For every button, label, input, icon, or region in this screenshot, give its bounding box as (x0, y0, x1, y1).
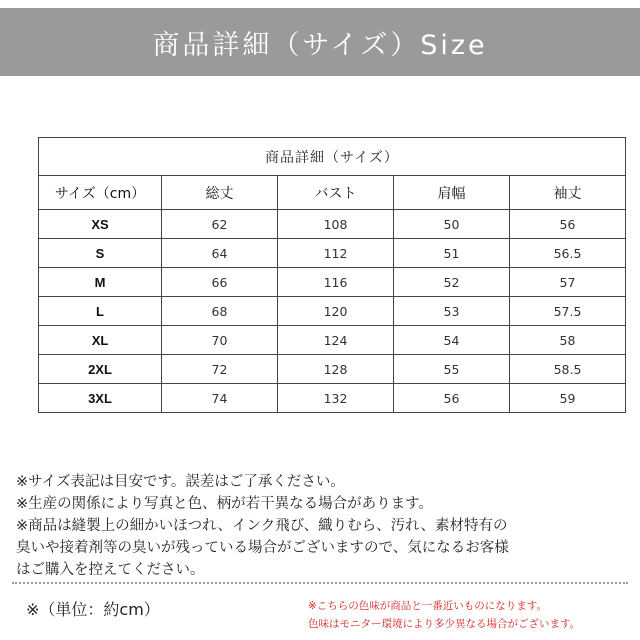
shoulder-cell: 51 (394, 239, 510, 268)
length-cell: 64 (162, 239, 278, 268)
color-notes (308, 597, 580, 633)
shoulder-cell: 56 (394, 384, 510, 413)
length-cell: 70 (162, 326, 278, 355)
note-line: ※サイズ表記は目安です。誤差はご了承ください。 (16, 474, 345, 490)
bust-cell: 116 (278, 268, 394, 297)
table-row (39, 297, 626, 326)
table-row (39, 268, 626, 297)
dotted-divider (12, 582, 628, 584)
size-table-container (38, 137, 626, 413)
sleeve-cell: 59 (510, 384, 626, 413)
bust-cell: 120 (278, 297, 394, 326)
shoulder-cell: 55 (394, 355, 510, 384)
sleeve-cell: 58.5 (510, 355, 626, 384)
note-line: ※商品は縫製上の細かいほつれ、インク飛び、織りむら、汚れ、素材特有の (16, 518, 508, 534)
size-cell: L (39, 297, 162, 326)
size-cell: M (39, 268, 162, 297)
length-cell: 74 (162, 384, 278, 413)
length-cell: 62 (162, 210, 278, 239)
bust-cell: 112 (278, 239, 394, 268)
table-caption: 商品詳細（サイズ） (39, 138, 626, 176)
banner-title: 商品詳細（サイズ）Size (152, 29, 488, 61)
title-banner (0, 8, 640, 76)
unit-note: ※（単位：約cm） (26, 600, 160, 619)
sleeve-cell: 57 (510, 268, 626, 297)
length-cell: 66 (162, 268, 278, 297)
table-row (39, 384, 626, 413)
table-caption-row (39, 138, 626, 176)
shoulder-cell: 52 (394, 268, 510, 297)
header-size: サイズ（cm） (39, 176, 162, 210)
bust-cell: 124 (278, 326, 394, 355)
bust-cell: 132 (278, 384, 394, 413)
shoulder-cell: 53 (394, 297, 510, 326)
table-row (39, 210, 626, 239)
size-cell: 2XL (39, 355, 162, 384)
size-table (38, 137, 626, 413)
size-cell: S (39, 239, 162, 268)
header-length: 総丈 (162, 176, 278, 210)
bust-cell: 128 (278, 355, 394, 384)
color-note-line: ※こちらの色味が商品と一番近いものになります。 (308, 600, 547, 612)
bust-cell: 108 (278, 210, 394, 239)
length-cell: 68 (162, 297, 278, 326)
note-line: 臭いや接着剤等の臭いが残っている場合がございますので、気になるお客様 (16, 540, 509, 556)
note-line: ※生産の関係により写真と色、柄が若干異なる場合があります。 (16, 496, 433, 512)
header-shoulder: 肩幅 (394, 176, 510, 210)
color-note-line: 色味はモニター環境により多少異なる場合がございます。 (308, 618, 581, 630)
size-cell: XL (39, 326, 162, 355)
sleeve-cell: 56 (510, 210, 626, 239)
shoulder-cell: 50 (394, 210, 510, 239)
sleeve-cell: 56.5 (510, 239, 626, 268)
sleeve-cell: 58 (510, 326, 626, 355)
length-cell: 72 (162, 355, 278, 384)
shoulder-cell: 54 (394, 326, 510, 355)
header-bust: バスト (278, 176, 394, 210)
table-header-row (39, 176, 626, 210)
disclaimer-notes (16, 471, 631, 581)
note-line: はご購入を控えてください。 (16, 562, 205, 578)
sleeve-cell: 57.5 (510, 297, 626, 326)
size-cell: 3XL (39, 384, 162, 413)
table-row (39, 239, 626, 268)
table-row (39, 355, 626, 384)
table-row (39, 326, 626, 355)
size-cell: XS (39, 210, 162, 239)
header-sleeve: 袖丈 (510, 176, 626, 210)
